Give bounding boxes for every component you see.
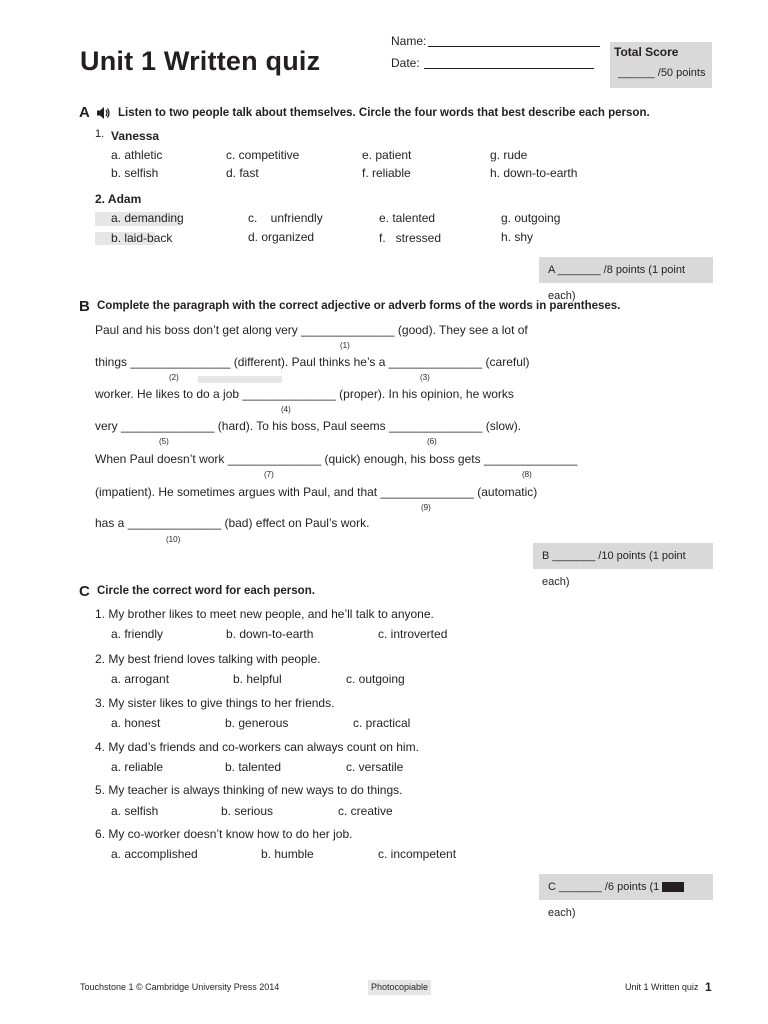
q2-option-b[interactable]: b. helpful (233, 672, 282, 686)
option-e-patient[interactable]: e. patient (362, 148, 412, 162)
blank-number-5: (5) (159, 437, 169, 446)
q3-option-a[interactable]: a. honest (111, 716, 161, 730)
name-label: Name: (391, 34, 427, 48)
section-c-points-text: C _______ /6 points (1 (548, 881, 660, 893)
option-d-organized[interactable]: d. organized (248, 230, 315, 244)
blank-number-1: (1) (340, 341, 350, 350)
q4-option-b[interactable]: b. talented (225, 760, 282, 774)
person-1-number: 1. (95, 128, 105, 140)
paragraph-line-5: When Paul doesn’t work ______________ (quick) enough, his boss gets ______________ (95, 452, 578, 466)
option-f-stressed[interactable]: f. stressed (379, 231, 442, 245)
q6-option-b[interactable]: b. humble (261, 847, 314, 861)
q5-option-a[interactable]: a. selfish (111, 804, 159, 818)
total-score-value: ______ /50 points (618, 67, 706, 79)
question-6: 6. My co-worker doesn’t know how to do her job. (95, 827, 353, 841)
blank-number-3: (3) (420, 373, 430, 382)
section-b-letter: B (79, 298, 90, 315)
blank-number-4: (4) (281, 405, 291, 414)
option-b-laid-back[interactable]: b. laid-back (111, 231, 173, 245)
q4-option-a[interactable]: a. reliable (111, 760, 164, 774)
paragraph-line-6: (impatient). He sometimes argues with Paul, and that ______________ (automatic) (95, 485, 538, 499)
q2-option-c[interactable]: c. outgoing (346, 672, 405, 686)
option-c-unfriendly[interactable]: c. unfriendly (248, 211, 323, 225)
paragraph-line-1: Paul and his boss don’t get along very ______________ (good). They see a lot of (95, 323, 528, 337)
section-c-instruction: Circle the correct word for each person. (97, 585, 315, 597)
section-a-letter: A (79, 104, 90, 121)
q5-option-b[interactable]: b. serious (221, 804, 274, 818)
question-1: 1. My brother likes to meet new people, and he’ll talk to anyone. (95, 607, 434, 621)
q1-option-b[interactable]: b. down-to-earth (226, 627, 314, 641)
date-field-line[interactable] (424, 68, 594, 69)
option-e-talented[interactable]: e. talented (379, 211, 436, 225)
section-b-points: B _______ /10 points (1 point each) (533, 543, 713, 569)
option-g-rude[interactable]: g. rude (490, 148, 528, 162)
option-g-outgoing[interactable]: g. outgoing (501, 211, 561, 225)
section-a-points: A _______ /8 points (1 point each) (539, 257, 713, 283)
section-c-letter: C (79, 583, 90, 600)
question-3: 3. My sister likes to give things to her friends. (95, 696, 335, 710)
option-h-shy[interactable]: h. shy (501, 230, 534, 244)
redaction-box (662, 882, 684, 892)
speaker-icon[interactable] (95, 105, 111, 121)
blank-number-7: (7) (264, 470, 274, 479)
q4-option-c[interactable]: c. versatile (346, 760, 404, 774)
option-a-demanding[interactable]: a. demanding (111, 211, 184, 225)
person-2-name: 2. Adam (95, 192, 142, 206)
footer-unit: Unit 1 Written quiz (625, 982, 699, 992)
q6-option-a[interactable]: a. accomplished (111, 847, 198, 861)
paragraph-line-2: things _______________ (different). Paul thinks he’s a ______________ (careful) (95, 355, 530, 369)
question-4: 4. My dad’s friends and co-workers can always count on him. (95, 740, 419, 754)
blank-number-8: (8) (522, 470, 532, 479)
page-number: 1 (705, 980, 712, 994)
q3-option-c[interactable]: c. practical (353, 716, 411, 730)
blank-number-9: (9) (421, 503, 431, 512)
option-d-fast[interactable]: d. fast (226, 166, 259, 180)
section-b-instruction: Complete the paragraph with the correct adjective or adverb forms of the words in parentheses. (97, 300, 621, 312)
section-a-instruction: Listen to two people talk about themselves. Circle the four words that best describe each person. (118, 107, 650, 119)
paragraph-line-4: very ______________ (hard). To his boss, Paul seems ______________ (slow). (95, 419, 522, 433)
option-b-selfish[interactable]: b. selfish (111, 166, 159, 180)
page-title: Unit 1 Written quiz (80, 46, 321, 76)
q1-option-a[interactable]: a. friendly (111, 627, 164, 641)
blank-number-10: (10) (166, 535, 181, 544)
blank-number-2: (2) (169, 373, 179, 382)
q2-option-a[interactable]: a. arrogant (111, 672, 170, 686)
q5-option-c[interactable]: c. creative (338, 804, 393, 818)
q6-option-c[interactable]: c. incompetent (378, 847, 457, 861)
question-2: 2. My best friend loves talking with people. (95, 652, 321, 666)
option-f-reliable[interactable]: f. reliable (362, 166, 411, 180)
paragraph-line-3: worker. He likes to do a job ______________ (proper). In his opinion, he works (95, 387, 514, 401)
person-1-name: Vanessa (111, 129, 160, 143)
date-label: Date: (391, 56, 420, 70)
q3-option-b[interactable]: b. generous (225, 716, 289, 730)
total-score-title: Total Score (614, 45, 679, 59)
option-h-down-to-earth[interactable]: h. down-to-earth (490, 166, 578, 180)
paragraph-line-7: has a ______________ (bad) effect on Paul’s work. (95, 516, 370, 530)
option-a-athletic[interactable]: a. athletic (111, 148, 163, 162)
footer-photocopiable: Photocopiable (371, 982, 429, 992)
total-score-box (610, 42, 712, 88)
name-field-line[interactable] (428, 46, 600, 47)
option-c-competitive[interactable]: c. competitive (226, 148, 300, 162)
scan-shade (198, 376, 282, 383)
section-c-points (539, 874, 713, 919)
q1-option-c[interactable]: c. introverted (378, 627, 448, 641)
section-c-points-each: each) (548, 907, 576, 919)
footer-copyright: Touchstone 1 © Cambridge University Press 2014 (80, 982, 280, 992)
blank-number-6: (6) (427, 437, 437, 446)
question-5: 5. My teacher is always thinking of new ways to do things. (95, 783, 403, 797)
